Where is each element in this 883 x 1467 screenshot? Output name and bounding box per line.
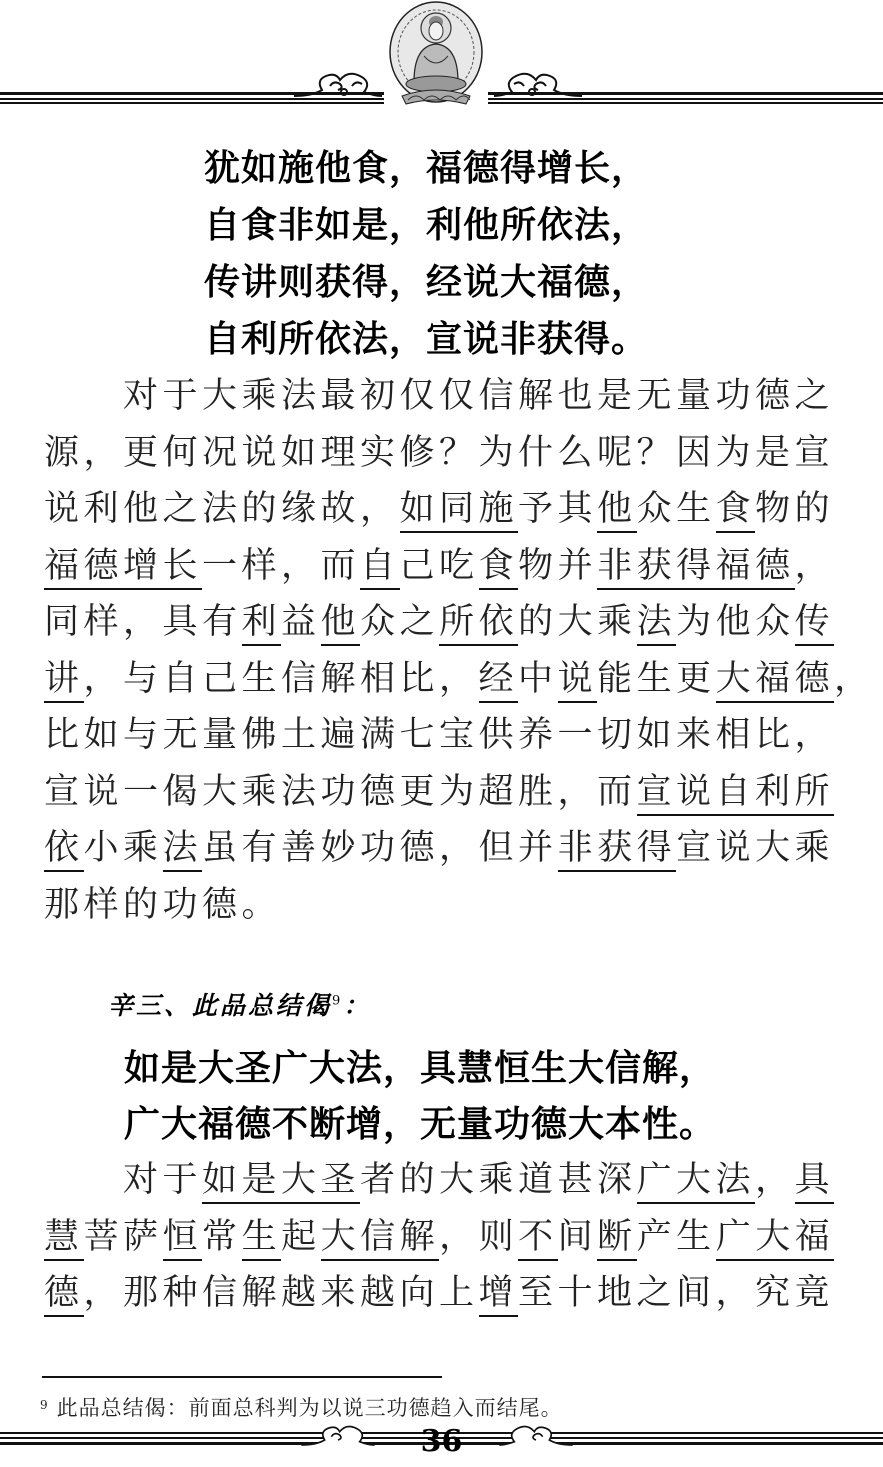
underlined-text: 具 xyxy=(795,1160,835,1204)
underlined-text: 德 xyxy=(44,1273,84,1317)
footnote-divider xyxy=(42,1376,442,1378)
underlined-text: 自 xyxy=(360,546,400,590)
text-line xyxy=(44,707,834,757)
text-run: 宣说一偈大乘法功德更为超胜，而 xyxy=(44,771,637,812)
underlined-text: 所依 xyxy=(439,602,518,646)
underlined-text: 生 xyxy=(242,1217,282,1261)
text-line xyxy=(44,538,834,588)
text-run: ， xyxy=(794,545,835,586)
text-run: 常 xyxy=(202,1216,242,1257)
text-line xyxy=(44,425,834,475)
verse-line: 如是大圣广大法，具慧恒生大信解， xyxy=(124,1047,717,1089)
cloud-ornament-left xyxy=(292,66,384,102)
text-run: 众生 xyxy=(636,489,716,529)
underlined-text: 广大法 xyxy=(637,1160,756,1204)
underlined-text: 讲 xyxy=(44,659,84,703)
underlined-text: 福德增长 xyxy=(44,546,202,590)
underlined-text: 获得福德 xyxy=(637,546,795,590)
text-line xyxy=(44,481,834,531)
text-line xyxy=(44,1265,834,1315)
text-run: 产生 xyxy=(636,1216,716,1257)
underlined-text: 食 xyxy=(716,489,756,533)
text-line xyxy=(44,1209,834,1259)
text-run: ， xyxy=(834,658,874,699)
text-line xyxy=(44,764,834,814)
verse-line: 广大福德不断增，无量功德大本性。 xyxy=(124,1103,717,1145)
text-line xyxy=(44,820,834,870)
text-run: 的大乘 xyxy=(518,602,637,642)
text-run: 源，更何况说如理实修？为什么呢？因为是宣 xyxy=(44,432,835,473)
underlined-text: 食 xyxy=(479,546,519,590)
cloud-ornament-right xyxy=(492,66,584,102)
text-line xyxy=(44,594,834,644)
verse-line: 传讲则获得，经说大福德， xyxy=(204,261,649,303)
underlined-text: 断 xyxy=(597,1217,637,1261)
text-run: 物的 xyxy=(755,489,835,529)
page-number: 36 xyxy=(420,1424,463,1459)
text-run: 小乘 xyxy=(83,828,163,868)
text-run: ， xyxy=(755,1160,795,1200)
text-line xyxy=(44,877,281,927)
text-run: 对于 xyxy=(44,1160,203,1200)
text-run: ，那种信解越来越向上 xyxy=(83,1273,479,1313)
underlined-text: 他 xyxy=(321,602,361,646)
text-run: 为他众 xyxy=(676,602,795,642)
text-run: 至十地之间，究竟 xyxy=(518,1273,835,1313)
section-heading-text: 辛三、此品总结偈 xyxy=(108,991,333,1020)
text-run: 虽有善妙功德，但并 xyxy=(202,828,558,868)
underlined-text: 增 xyxy=(479,1273,519,1317)
footnote xyxy=(40,1392,563,1422)
section-heading-suffix: ： xyxy=(343,991,372,1020)
text-run: 比如与无量佛土遍满七宝供养一切如来相比， xyxy=(44,715,835,755)
text-run: 那样的功德。 xyxy=(44,884,282,925)
text-run: 众之 xyxy=(360,602,440,642)
text-line xyxy=(44,651,874,701)
underlined-text: 非 xyxy=(597,546,637,590)
text-run: 间 xyxy=(557,1216,598,1257)
underlined-text: 非获得 xyxy=(558,828,677,872)
text-line xyxy=(44,1152,834,1202)
underlined-text: 广大福 xyxy=(716,1217,835,1261)
underlined-text: 经 xyxy=(479,659,519,703)
text-run: 己吃 xyxy=(399,545,479,586)
underlined-text: 说 xyxy=(558,659,598,703)
verse-line: 自利所依法，宣说非获得。 xyxy=(204,318,649,360)
underlined-text: 依 xyxy=(44,828,84,872)
text-run: ，则 xyxy=(439,1216,519,1257)
text-run: 说利他之法的缘故， xyxy=(44,489,400,529)
underlined-text: 慧 xyxy=(44,1217,84,1261)
underlined-text: 如是大圣 xyxy=(202,1160,360,1204)
text-run: 能生更 xyxy=(597,658,716,699)
text-run: 予其 xyxy=(518,489,598,529)
buddha-icon xyxy=(384,0,488,110)
footnote-number: 9 xyxy=(40,1398,49,1412)
verse-line: 自食非如是，利他所依法， xyxy=(204,204,649,246)
text-run: 中 xyxy=(518,658,558,699)
text-run: 者的大乘道甚深 xyxy=(360,1160,637,1200)
underlined-text: 恒 xyxy=(163,1217,203,1261)
verse-line: 犹如施他食，福德得增长， xyxy=(204,147,649,189)
text-run: 宣说大乘 xyxy=(676,828,835,868)
text-run: 菩萨 xyxy=(83,1216,163,1257)
footnote-text: 此品总结偈：前面总科判为以说三功德趋入而结尾。 xyxy=(56,1396,563,1420)
text-run: 起 xyxy=(281,1216,321,1257)
underlined-text: 利 xyxy=(242,602,282,646)
underlined-text: 宣说自利所 xyxy=(637,772,835,816)
underlined-text: 传 xyxy=(795,602,835,646)
underlined-text: 他 xyxy=(597,489,637,533)
underlined-text: 不 xyxy=(518,1217,558,1261)
text-run: 同样，具有 xyxy=(44,602,242,642)
underlined-text: 大信解 xyxy=(321,1217,440,1261)
footnote-ref[interactable]: 9 xyxy=(332,993,344,1009)
text-run: 对于大乘法最初仅仅信解也是无量功德之 xyxy=(44,376,835,416)
underlined-text: 大福德 xyxy=(716,659,835,703)
text-run: ，与自己生信解相比， xyxy=(83,658,479,699)
underlined-text: 法 xyxy=(163,828,203,872)
underlined-text: 法 xyxy=(637,602,677,646)
section-heading xyxy=(108,986,371,1022)
text-line xyxy=(44,368,834,418)
text-run: 一样，而 xyxy=(202,545,361,586)
underlined-text: 如同施 xyxy=(400,489,519,533)
text-run: 物并 xyxy=(518,545,598,586)
text-run: 益 xyxy=(281,602,321,642)
